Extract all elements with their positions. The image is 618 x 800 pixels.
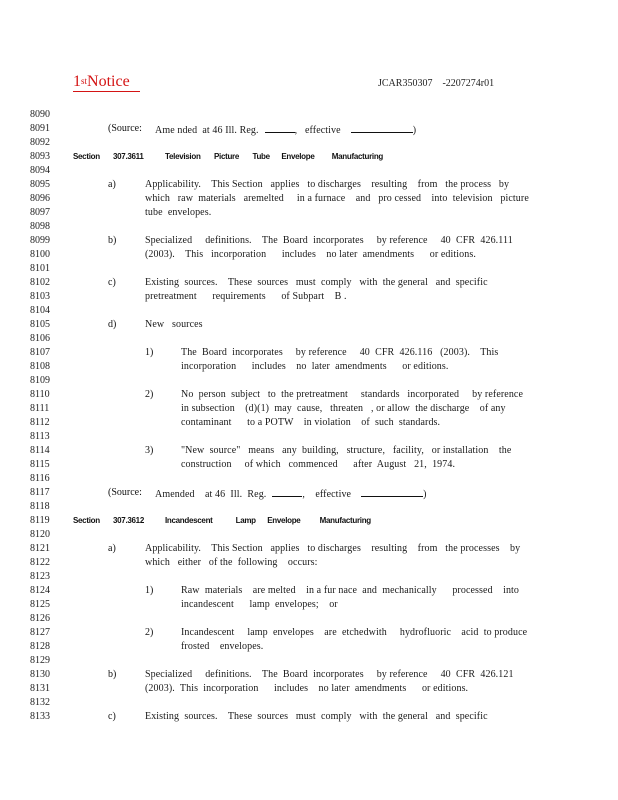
line-number: 8132 <box>30 697 50 708</box>
paragraph-marker: 2) <box>145 389 154 400</box>
line-number: 8093 <box>30 151 50 162</box>
document-line <box>0 556 618 570</box>
document-line <box>0 500 618 514</box>
document-line <box>0 388 618 402</box>
body-text: pretreatment requirements of Subpart B . <box>145 291 347 302</box>
line-number: 8133 <box>30 711 50 722</box>
line-number: 8119 <box>30 515 50 526</box>
section-label: Section <box>73 152 100 161</box>
line-number: 8113 <box>30 431 50 442</box>
body-text: (2003). This incorporation includes no later amendments or editions. <box>145 683 469 694</box>
document-line <box>0 472 618 486</box>
body-text: Specialized definitions. The Board incorporates by reference 40 CFR 426.121 <box>145 669 514 680</box>
line-number: 8103 <box>30 291 50 302</box>
line-number: 8122 <box>30 557 50 568</box>
effective-date-blank <box>361 486 423 497</box>
subsection-marker: a) <box>108 543 116 554</box>
document-line <box>0 262 618 276</box>
body-text: No person subject to the pretreatment standards incorporated by reference <box>181 389 524 400</box>
document-line <box>0 486 618 500</box>
body-text: which raw materials aremelted in a furnace and pro cessed into television picture <box>145 193 529 204</box>
document-line <box>0 150 618 164</box>
source-close-paren: ) <box>412 125 417 136</box>
document-line <box>0 290 618 304</box>
line-number: 8090 <box>30 109 50 120</box>
line-number: 8121 <box>30 543 50 554</box>
line-number: 8102 <box>30 277 50 288</box>
document-line <box>0 220 618 234</box>
document-line <box>0 276 618 290</box>
document-line <box>0 374 618 388</box>
document-line <box>0 514 618 528</box>
section-number: 307.3612 <box>113 516 144 525</box>
document-line <box>0 654 618 668</box>
effective-date-blank <box>351 122 413 133</box>
document-line <box>0 234 618 248</box>
document-line <box>0 318 618 332</box>
body-text: incandescent lamp envelopes; or <box>181 599 338 610</box>
document-line <box>0 598 618 612</box>
document-line <box>0 626 618 640</box>
document-line <box>0 668 618 682</box>
document-line <box>0 584 618 598</box>
document-line <box>0 682 618 696</box>
effective-label: , effective <box>294 125 341 136</box>
section-label: Section <box>73 516 100 525</box>
document-line <box>0 402 618 416</box>
line-number: 8100 <box>30 249 50 260</box>
line-number: 8106 <box>30 333 50 344</box>
body-text: Applicability. This Section applies to discharges resulting from the process by <box>145 179 510 190</box>
line-number: 8127 <box>30 627 50 638</box>
line-number: 8125 <box>30 599 50 610</box>
body-text: New sources <box>145 319 203 330</box>
document-line <box>0 458 618 472</box>
body-text: "New source" means any building, structure, facility, or installation the <box>181 445 512 456</box>
line-number: 8130 <box>30 669 50 680</box>
body-text: tube envelopes. <box>145 207 212 218</box>
notice-ordinal-suffix: st <box>81 76 88 86</box>
document-line <box>0 696 618 710</box>
body-text: Specialized definitions. The Board incorporates by reference 40 CFR 426.111 <box>145 235 513 246</box>
subsection-marker: d) <box>108 319 117 330</box>
document-line <box>0 192 618 206</box>
document-line <box>0 248 618 262</box>
document-line <box>0 178 618 192</box>
source-close-paren: ) <box>423 489 427 500</box>
document-line <box>0 332 618 346</box>
line-number: 8124 <box>30 585 50 596</box>
body-text: Existing sources. These sources must comply with the general and specific <box>145 277 488 288</box>
section-title: Incandescent Lamp Envelope Manufacturing <box>165 516 371 525</box>
document-line <box>0 612 618 626</box>
body-text: frosted envelopes. <box>181 641 264 652</box>
line-number: 8126 <box>30 613 50 624</box>
line-number: 8099 <box>30 235 50 246</box>
document-line <box>0 164 618 178</box>
reg-number-blank <box>272 486 302 497</box>
body-text: Incandescent lamp envelopes are etchedwith hydrofluoric acid to produce <box>181 627 528 638</box>
line-number: 8097 <box>30 207 50 218</box>
document-line <box>0 304 618 318</box>
paragraph-marker: 2) <box>145 627 154 638</box>
line-number: 8110 <box>30 389 50 400</box>
jcar-reference: JCAR350307 -2207274r01 <box>378 78 495 89</box>
body-text: Applicability. This Section applies to discharges resulting from the processes by <box>145 543 521 554</box>
line-number: 8129 <box>30 655 50 666</box>
line-number: 8114 <box>30 445 50 456</box>
document-line <box>0 136 618 150</box>
document-line <box>0 346 618 360</box>
line-number: 8091 <box>30 123 50 134</box>
subsection-marker: c) <box>108 277 116 288</box>
reg-number-blank <box>265 122 295 133</box>
document-line <box>0 570 618 584</box>
line-number: 8094 <box>30 165 50 176</box>
body-text: Raw materials are melted in a fur nace and mechanically processed into <box>181 585 520 596</box>
notice-number: 1 <box>73 73 81 90</box>
line-number: 8120 <box>30 529 50 540</box>
line-number: 8108 <box>30 361 50 372</box>
body-text: in subsection (d)(1) may cause, threaten , or allow the discharge of any <box>181 403 506 414</box>
document-line <box>0 206 618 220</box>
document-line <box>0 122 618 136</box>
line-number: 8098 <box>30 221 50 232</box>
body-text: (2003). This incorporation includes no later amendments or editions. <box>145 249 476 260</box>
paragraph-marker: 1) <box>145 585 154 596</box>
document-line <box>0 710 618 724</box>
document-line <box>0 528 618 542</box>
line-number: 8123 <box>30 571 50 582</box>
effective-label: , effective <box>302 489 352 500</box>
document-line <box>0 640 618 654</box>
document-line <box>0 430 618 444</box>
line-number: 8128 <box>30 641 50 652</box>
line-number: 8101 <box>30 263 50 274</box>
paragraph-marker: 3) <box>145 445 154 456</box>
body-text: Existing sources. These sources must comply with the general and specific <box>145 711 488 722</box>
notice-word: Notice <box>87 73 130 90</box>
line-number: 8109 <box>30 375 50 386</box>
line-number: 8115 <box>30 459 50 470</box>
body-text: construction of which commenced after August 21, 1974. <box>181 459 456 470</box>
line-number: 8117 <box>30 487 50 498</box>
notice-heading <box>73 73 140 92</box>
subsection-marker: b) <box>108 235 117 246</box>
document-line <box>0 416 618 430</box>
subsection-marker: c) <box>108 711 116 722</box>
line-number: 8095 <box>30 179 50 190</box>
line-number: 8092 <box>30 137 50 148</box>
document-body <box>0 108 618 724</box>
body-text: contaminant to a POTW in violation of such standards. <box>181 417 441 428</box>
line-number: 8107 <box>30 347 50 358</box>
line-number: 8111 <box>30 403 50 414</box>
section-title: Television Picture Tube Envelope Manufacturing <box>165 152 384 161</box>
line-number: 8131 <box>30 683 50 694</box>
subsection-marker: a) <box>108 179 116 190</box>
line-number: 8116 <box>30 473 50 484</box>
document-line <box>0 444 618 458</box>
line-number: 8112 <box>30 417 50 428</box>
line-number: 8104 <box>30 305 50 316</box>
line-number: 8096 <box>30 193 50 204</box>
paragraph-marker: 1) <box>145 347 154 358</box>
source-label: (Source: <box>108 123 142 134</box>
line-number: 8105 <box>30 319 50 330</box>
line-number: 8118 <box>30 501 50 512</box>
subsection-marker: b) <box>108 669 117 680</box>
document-line <box>0 360 618 374</box>
document-line <box>0 108 618 122</box>
section-number: 307.3611 <box>113 152 144 161</box>
source-label: (Source: <box>108 487 142 498</box>
body-text: incorporation includes no later amendments or editions. <box>181 361 449 372</box>
source-text: Amended at 46 Ill. Reg. <box>155 489 267 500</box>
source-text: Ame nded at 46 Ill. Reg. <box>155 125 259 136</box>
body-text: which either of the following occurs: <box>145 557 318 568</box>
body-text: The Board incorporates by reference 40 CFR 426.116 (2003). This <box>181 347 499 358</box>
document-line <box>0 542 618 556</box>
